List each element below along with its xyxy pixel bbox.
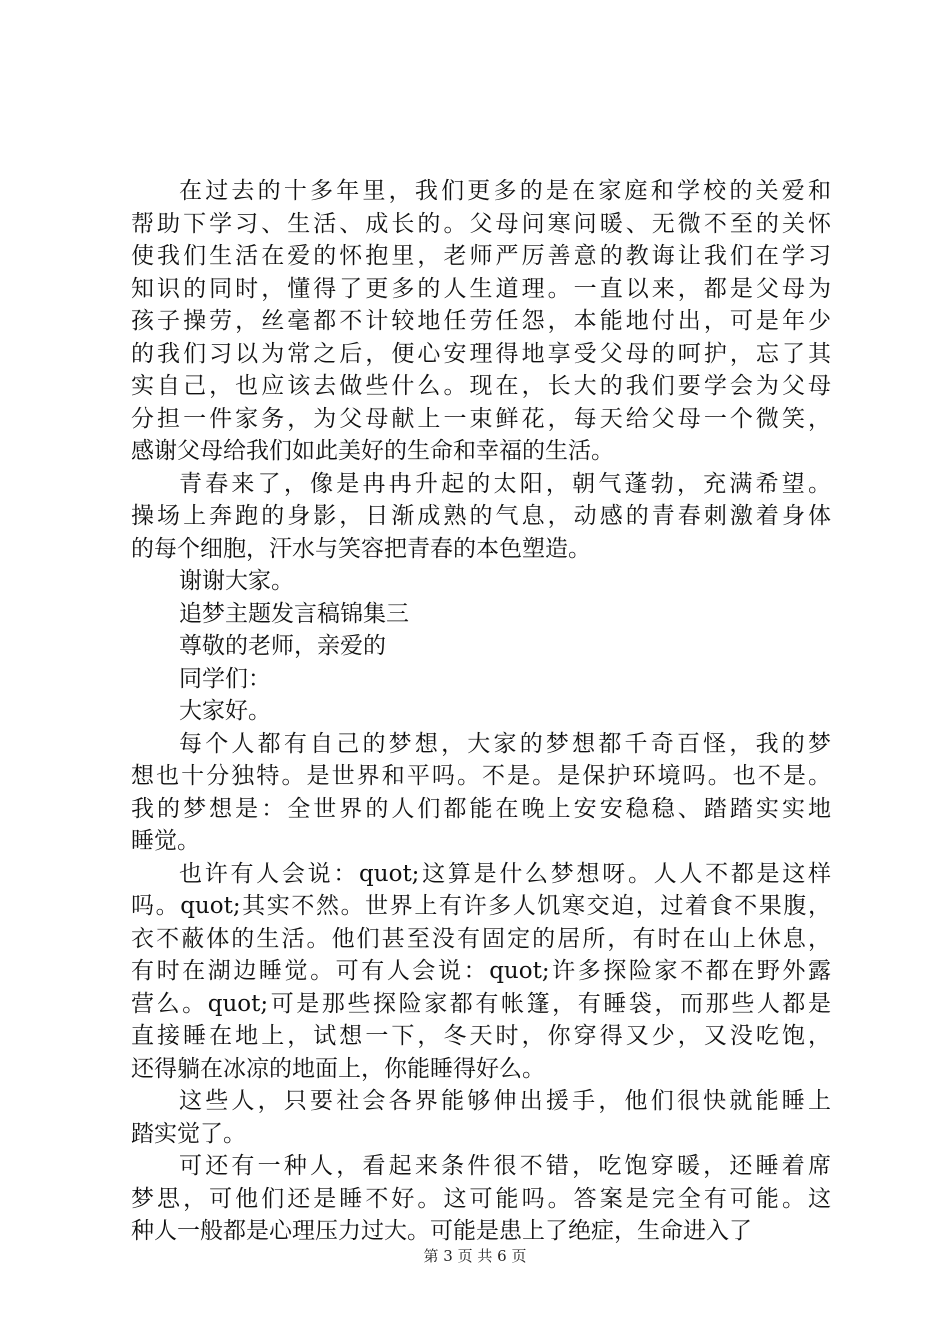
paragraph <box>131 598 831 631</box>
text-line: 感谢父母给我们如此美好的生命和幸福的生活。 <box>131 438 614 464</box>
text-line: 实自己，也应该去做些什么。现在，长大的我们要学会为父母 <box>131 373 831 399</box>
text-line: 孩子操劳，丝毫都不计较地任劳任怨，本能地付出，可是年少 <box>131 308 831 334</box>
text-line: 衣不蔽体的生活。他们甚至没有固定的居所，有时在山上休息， <box>131 925 831 952</box>
page-footer: 第 3 页 共 6 页 <box>423 1247 527 1265</box>
text-line: 还得躺在冰凉的地面上，你能睡得好么。 <box>131 1055 545 1082</box>
text-line: 操场上奔跑的身影，日渐成熟的气息，动感的青春刺激着身体 <box>131 503 831 529</box>
text-line: 在过去的十多年里，我们更多的是在家庭和学校的关爱和 <box>179 178 831 204</box>
text-line: 的我们习以为常之后，便心安理得地享受父母的呵护，忘了其 <box>131 340 831 367</box>
paragraph <box>131 630 831 663</box>
text-line: 可还有一种人，看起来条件很不错，吃饱穿暖，还睡着席 <box>179 1153 831 1179</box>
text-line: 分担一件家务，为父母献上一束鲜花，每天给父母一个微笑， <box>131 405 831 432</box>
text-line: 每个人都有自己的梦想，大家的梦想都千奇百怪，我的梦 <box>179 730 831 757</box>
text-line: 直接睡在地上，试想一下，冬天时，你穿得又少，又没吃饱， <box>131 1023 831 1049</box>
text-line: 青春来了，像是冉冉升起的太阳，朝气蓬勃，充满希望。 <box>179 470 831 497</box>
text-line: 尊敬的老师，亲爱的 <box>179 633 386 659</box>
text-line: 大家好。 <box>179 698 271 724</box>
paragraph <box>131 695 831 728</box>
text-line: 使我们生活在爱的怀抱里，老师严厉善意的教诲让我们在学习 <box>131 243 831 269</box>
text-line: 吗。quot;其实不然。世界上有许多人饥寒交迫，过着食不果腹， <box>131 893 831 919</box>
paragraph <box>131 468 831 566</box>
text-line: 梦思，可他们还是睡不好。这可能吗。答案是完全有可能。这 <box>131 1185 831 1212</box>
paragraph <box>131 1085 831 1150</box>
text-line: 种人一般都是心理压力过大。可能是患上了绝症，生命进入了 <box>131 1218 752 1244</box>
text-line: 想也十分独特。是世界和平吗。不是。是保护环境吗。也不是。 <box>131 763 831 789</box>
document-body <box>131 175 831 1248</box>
paragraph <box>131 565 831 598</box>
text-line: 踏实觉了。 <box>131 1120 246 1147</box>
text-line: 这些人，只要社会各界能够伸出援手，他们很快就能睡上 <box>179 1088 831 1114</box>
text-line: 也许有人会说：quot;这算是什么梦想呀。人人不都是这样 <box>179 860 831 887</box>
text-line: 睡觉。 <box>131 828 200 854</box>
text-line: 帮助下学习、生活、成长的。父母问寒问暖、无微不至的关怀 <box>131 210 831 237</box>
text-line: 谢谢大家。 <box>179 568 294 594</box>
paragraph <box>131 728 831 858</box>
text-line: 营么。quot;可是那些探险家都有帐篷，有睡袋，而那些人都是 <box>131 990 831 1017</box>
paragraph <box>131 175 831 468</box>
text-line: 的每个细胞，汗水与笑容把青春的本色塑造。 <box>131 535 591 562</box>
text-line: 追梦主题发言稿锦集三 <box>179 600 409 627</box>
text-line: 知识的同时，懂得了更多的人生道理。一直以来，都是父母为 <box>131 275 831 302</box>
text-line: 有时在湖边睡觉。可有人会说：quot;许多探险家不都在野外露 <box>131 958 831 984</box>
paragraph <box>131 663 831 696</box>
text-line: 同学们： <box>179 665 271 692</box>
paragraph <box>131 1150 831 1248</box>
paragraph <box>131 858 831 1086</box>
text-line: 我的梦想是：全世界的人们都能在晚上安安稳稳、踏踏实实地 <box>131 795 831 822</box>
